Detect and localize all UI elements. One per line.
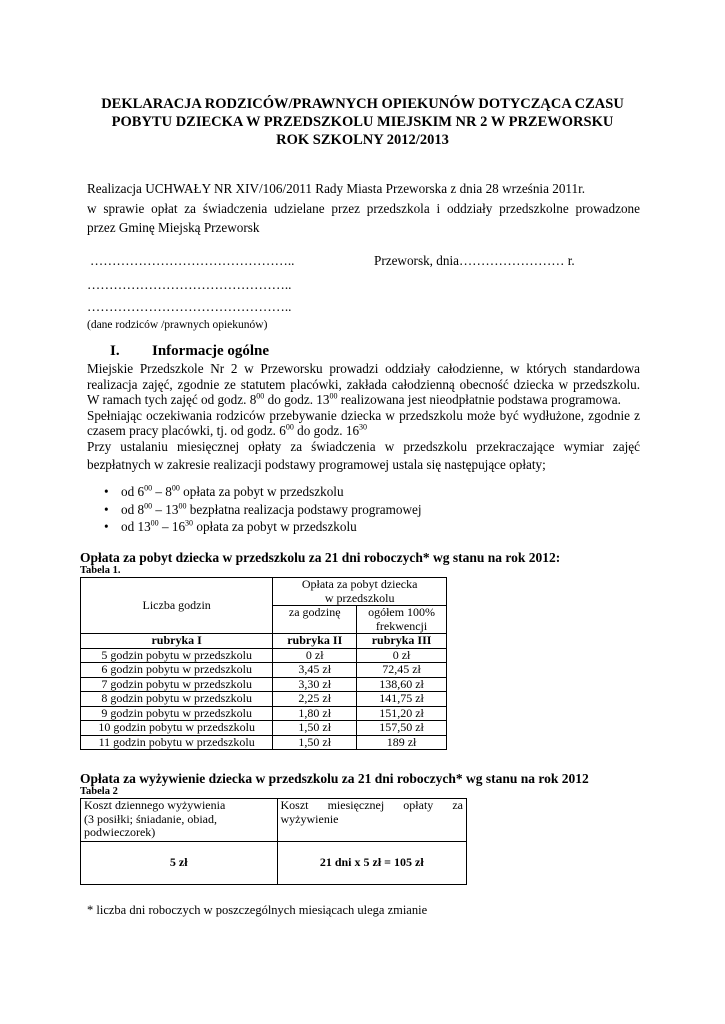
table-row: 8 godzin pobytu w przedszkolu 2,25 zł 141,75 zł — [81, 692, 447, 707]
table-cell: 5 zł — [81, 842, 278, 885]
paragraph-line: Przy ustalaniu miesięcznej opłaty za świadczenia w przedszkolu przekraczające wymiar zajęć — [87, 439, 640, 454]
table-header: ogółem 100% frekwencji — [357, 606, 447, 634]
section-title: Informacje ogólne — [152, 343, 270, 359]
title-line: ROK SZKOLNY 2012/2013 — [276, 132, 449, 148]
intro-line: Realizacja UCHWAŁY NR XIV/106/2011 Rady Miasta Przeworska z dnia 28 września 2011r. — [87, 181, 586, 196]
table-row — [81, 578, 447, 606]
table2-label: Tabela 2 — [80, 786, 118, 797]
paragraph-line: realizacja zajęć, zgodnie ze statutem placówki, zakłada całodzienną obecność dziecka w przedszkolu. — [87, 377, 640, 392]
document-title — [60, 95, 665, 149]
table-row: 5 godzin pobytu w przedszkolu 0 zł 0 zł — [81, 648, 447, 663]
table-row: 9 godzin pobytu w przedszkolu 1,80 zł 151,20 zł — [81, 706, 447, 721]
table-cell: 21 dni x 5 zł = 105 zł — [277, 842, 467, 885]
paragraph-line: Miejskie Przedszkole Nr 2 w Przeworsku prowadzi oddziały całodzienne, w których standardowa — [87, 361, 640, 376]
paragraph-line: Spełniając oczekiwania rodziców przebywanie dziecka w przedszkolu może być wydłużone, zgodnie z — [87, 408, 640, 423]
table-header: Opłata za pobyt dziecka w przedszkolu — [273, 578, 447, 606]
table-row: 11 godzin pobytu w przedszkolu 1,50 zł 189 zł — [81, 735, 447, 750]
bullet-icon: • — [104, 484, 109, 499]
table1-label: Tabela 1. — [80, 565, 121, 576]
list-item: • od $13^{00} - 16^{30}$ opłata za pobyt w przedszkolu — [104, 518, 357, 534]
footnote: * liczba dni roboczych w poszczególnych miesiącach ulega zmianie — [87, 903, 428, 917]
place-date-field: Przeworsk, dnia…………………… r. — [374, 253, 575, 268]
table1-title: Opłata za pobyt dziecka w przedszkolu za 21 dni roboczych* wg stanu na rok 2012: — [80, 550, 561, 565]
table-header: rubryka II — [273, 634, 357, 649]
paragraph-line: bezpłatnych w zakresie realizacji podstawy programowej ustala się następujące opłaty; — [87, 457, 546, 472]
parent-data-field: ……………………………………….. — [90, 253, 295, 268]
fee-bullet-list — [87, 483, 422, 536]
title-line: DEKLARACJA RODZICÓW/PRAWNYCH OPIEKUNÓW DOTYCZĄCA CZASU — [101, 96, 624, 112]
parent-data-field: ……………………………………….. — [87, 277, 292, 292]
paragraph-line: czasem pracy placówki, tj. od godz. $6^{00}$ do godz. $16^{30}$ — [87, 422, 368, 438]
table-header: za godzinę — [273, 606, 357, 634]
table-row — [81, 842, 467, 885]
section-heading — [110, 343, 269, 360]
intro-line: w sprawie opłat za świadczenia udzielane przez przedszkola i oddziały przedszkolne prowadzone — [87, 201, 640, 216]
table-row: 10 godzin pobytu w przedszkolu 1,50 zł 157,50 zł — [81, 721, 447, 736]
title-line: POBYTU DZIECKA W PRZEDSZKOLU MIEJSKIM NR 2 W PRZEWORSKU — [111, 114, 614, 130]
table-header: rubryka III — [357, 634, 447, 649]
bullet-icon: • — [104, 519, 109, 534]
table-header: Liczba godzin — [81, 578, 273, 634]
section-number: I. — [110, 343, 120, 359]
table-header: Koszt miesięcznej opłaty za wyżywienie — [277, 799, 467, 842]
table-row — [81, 634, 447, 649]
fee-table — [80, 577, 447, 750]
intro-line: przez Gminę Miejską Przeworsk — [87, 220, 260, 235]
parent-data-field: ……………………………………….. — [87, 299, 292, 314]
table-row: 6 godzin pobytu w przedszkolu 3,45 zł 72,45 zł — [81, 663, 447, 678]
table-header: rubryka I — [81, 634, 273, 649]
paragraph-line: W ramach tych zajęć od godz. $8^{00}$ do godz. $13^{00}$ realizowana jest nieodpłatnie podstawa programowa. — [87, 391, 621, 407]
parent-data-caption: (dane rodziców /prawnych opiekunów) — [87, 319, 268, 331]
list-item: • od $6^{00} - 8^{00}$ opłata za pobyt w przedszkolu — [104, 483, 344, 499]
list-item: • od $8^{00} - 13^{00}$ bezpłatna realizacja podstawy programowej — [104, 501, 422, 517]
table2-title: Opłata za wyżywienie dziecka w przedszkolu za 21 dni roboczych* wg stanu na rok 2012 — [80, 771, 589, 786]
table-header: Koszt dziennego wyżywienia (3 posiłki; śniadanie, obiad, podwieczorek) — [81, 799, 278, 842]
meal-fee-table — [80, 798, 467, 885]
table-row — [81, 799, 467, 842]
bullet-icon: • — [104, 501, 109, 517]
table-row: 7 godzin pobytu w przedszkolu 3,30 zł 138,60 zł — [81, 677, 447, 692]
